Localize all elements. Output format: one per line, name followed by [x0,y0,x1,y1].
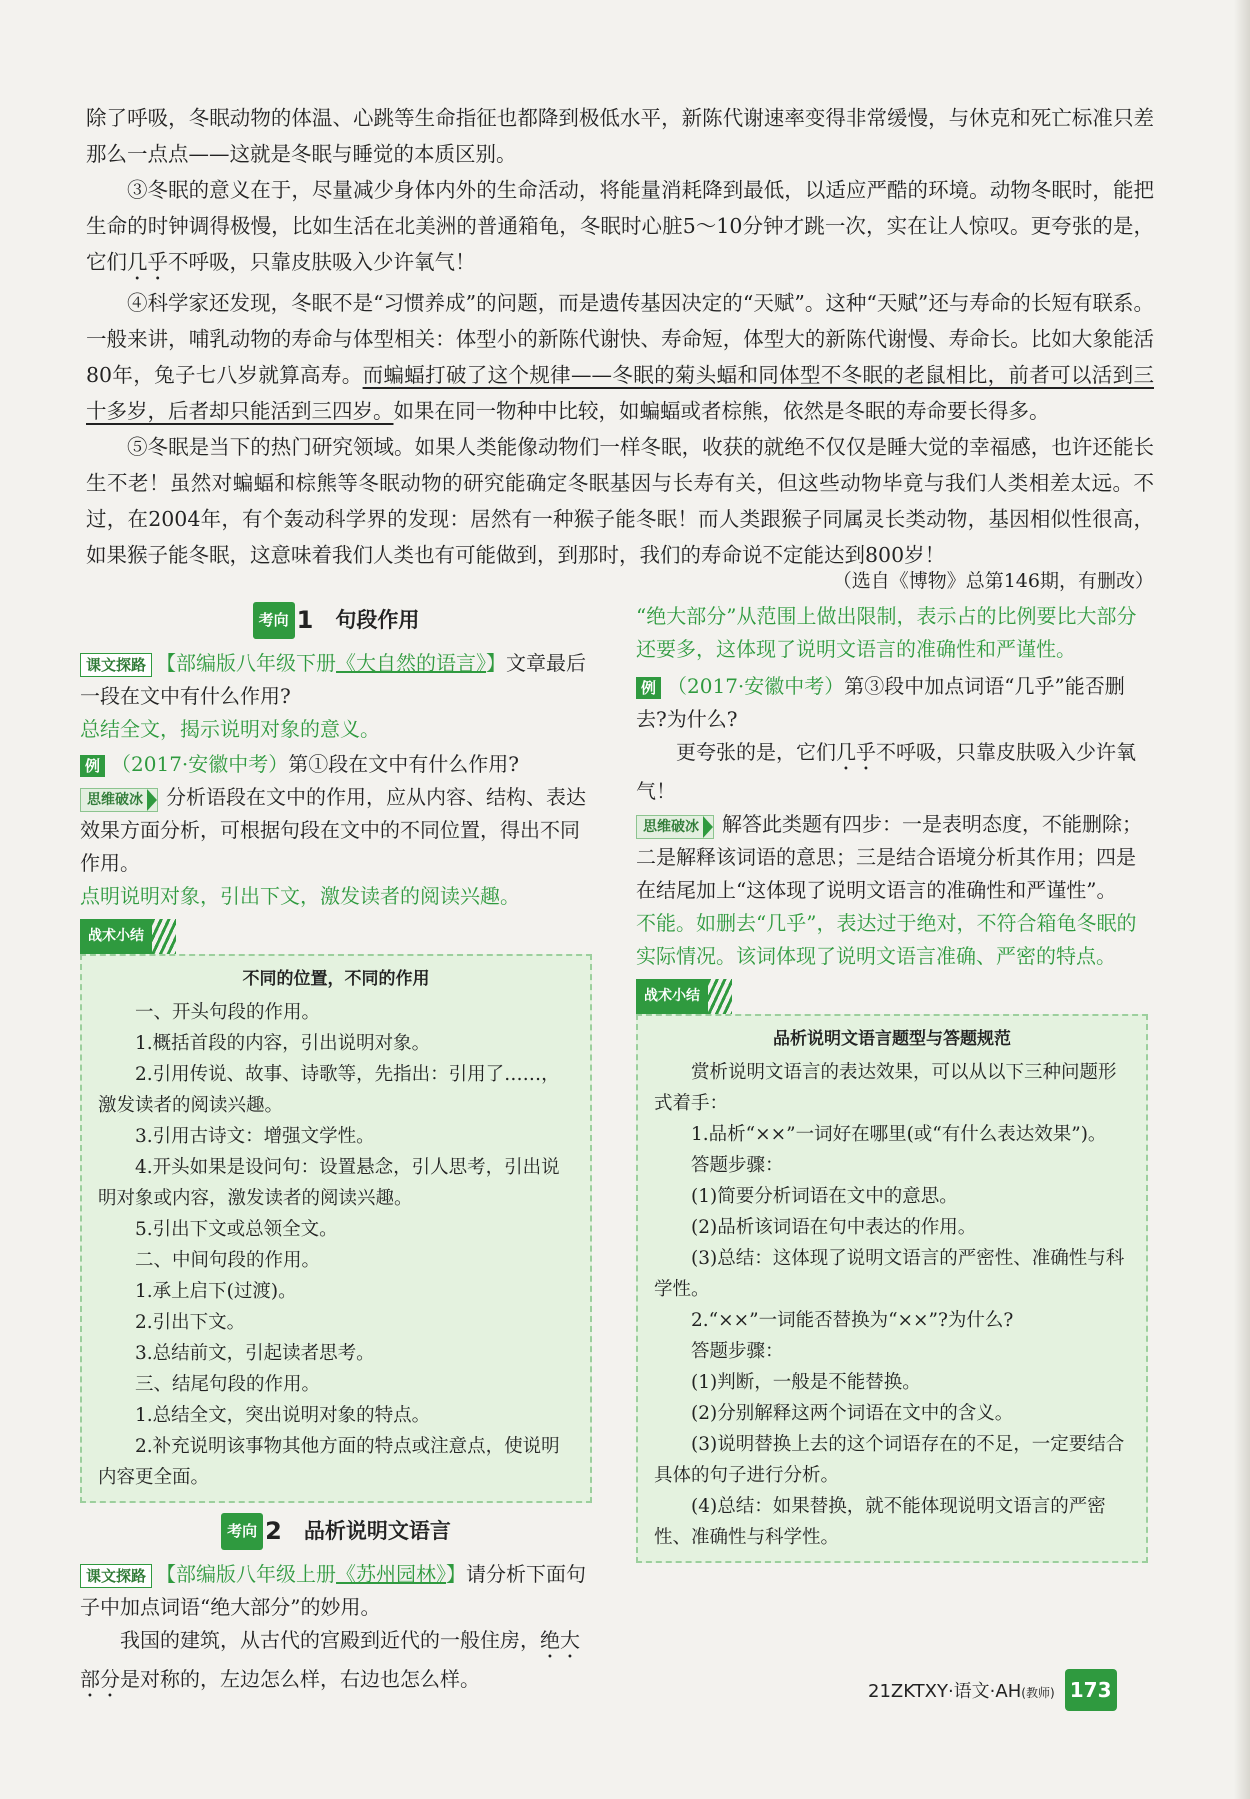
passage-paragraph-3: ③冬眠的意义在于，尽量减少身体内外的生命活动，将能量消耗降到最低，以适应严酷的环境。动物冬眠时，能把生命的时钟调得极慢，比如生活在北美洲的普通箱龟，冬眠时心脏5～10分钟才跳一次，实在让人惊叹。更夸张的是，它们几乎不呼吸，只靠皮肤吸入少许氧气！ [86,178,1154,274]
summary-line: 3.引用古诗文：增强文学性。 [135,1126,375,1147]
passage-paragraph-continued: 除了呼吸，冬眠动物的体温、心跳等生命指征也都降到极低水平，新陈代谢速率变得非常缓慢，与休克和死亡标准只差那么一点点——这就是冬眠与睡觉的本质区别。 [86,106,1154,166]
summary-line: 1.承上启下(过渡)。 [135,1281,297,1302]
example-question-1: 例 （2017·安徽中考）第①段在文中有什么作用? [80,748,592,781]
underlined-sentence: 而蝙蝠打破了这个规律——冬眠的菊头蝠和同体型不冬眠的老鼠相比，前者可以活到三十多岁，后者却只能活到三四岁。 [86,363,1154,423]
topic-number: 1 [296,606,314,634]
textbook-path-tag: 课文探路 [80,1564,152,1588]
summary-line: (1)判断，一般是不能替换。 [691,1372,921,1393]
summary-line: 二、中间句段的作用。 [135,1250,321,1271]
summary-line: (2)品析该词语在句中表达的作用。 [691,1217,977,1238]
textbook-path-tag: 课文探路 [80,653,152,677]
source-citation: （选自《博物》总第146期，有删改） [832,570,1154,592]
reading-passage [86,100,1154,573]
summary-box-2 [636,1014,1148,1563]
summary-line: 1.品析“××”一词好在哪里(或“有什么表达效果”)。 [691,1124,1107,1145]
summary-line: 赏析说明文语言的表达效果，可以从以下三种问题形式着手： [654,1062,1117,1114]
passage-paragraph-5: ⑤冬眠是当下的热门研究领域。如果人类能像动物们一样冬眠，收获的就绝不仅仅是睡大觉的幸福感，也许还能长生不老！虽然对蝙蝠和棕熊等冬眠动物的研究能确定冬眠基因与长寿有关，但这些动物毕竟与我们人类相差太远。不过，在2004年，有个轰动科学界的发现：居然有一种猴子能冬眠！而人类跟猴子同属灵长类动物，基因相似性很高，如果猴子能冬眠，这意味着我们人类也有可能做到，到那时，我们的寿命说不定能达到800岁！ [86,435,1154,567]
thinking-tip-2: 思维破冰 解答此类题有四步：一是表明态度，不能删除；二是解释该词语的意思；三是结合语境分析其作用；四是在结尾加上“这体现了说明文语言的准确性和严谨性”。 [636,812,1142,902]
textbook-answer-1: 总结全文，揭示说明对象的意义。 [80,717,380,741]
textbook-answer-2: “绝大部分”从范围上做出限制，表示占的比例要比大部分还要多，这体现了说明文语言的准确性和严谨性。 [636,604,1137,661]
summary-tag: 战术小结 [636,979,708,1014]
summary-line: 1.总结全文，突出说明对象的特点。 [135,1405,431,1426]
thinking-tag: 思维破冰 [80,788,158,812]
summary-tag: 战术小结 [80,919,152,954]
summary-line: 2.引用传说、故事、诗歌等，先指出：引用了……，激发读者的阅读兴趣。 [98,1064,560,1116]
topic-heading-2 [80,1513,592,1550]
summary-box-title: 不同的位置，不同的作用 [242,969,430,989]
summary-line: 3.总结前文，引起读者思考。 [135,1343,375,1364]
summary-line: (2)分别解释这两个词语在文中的含义。 [691,1403,1014,1424]
summary-line: 1.概括首段的内容，引出说明对象。 [135,1033,431,1054]
summary-line: 三、结尾句段的作用。 [135,1374,321,1395]
example-tag: 例 [636,677,661,699]
summary-line: (3)说明替换上去的这个词语存在的不足，一定要结合具体的句子进行分析。 [654,1434,1125,1486]
topic-heading-1 [80,602,592,639]
textbook-question-2: 课文探路 【部编版八年级上册《苏州园林》】请分析下面句子中加点词语“绝大部分”的妙用。 [80,1562,587,1619]
page-number: 173 [1065,1669,1117,1711]
summary-box-1 [80,954,592,1503]
summary-line: 2.“××”一词能否替换为“××”?为什么? [691,1310,1014,1331]
arrow-icon [703,816,713,838]
quoted-sentence-2: 更夸张的是，它们几乎不呼吸，只靠皮肤吸入少许氧气！ [636,740,1136,803]
arrow-icon [147,789,157,811]
thinking-tip-1: 思维破冰 分析语段在文中的作用，应从内容、结构、表达效果方面分析，可根据句段在文中的不同位置，得出不同作用。 [80,785,586,875]
summary-line: 答题步骤： [691,1155,784,1176]
page-edge-shadow [1234,0,1250,1799]
topic-title: 句段作用 [335,608,420,632]
summary-line: 2.补充说明该事物其他方面的特点或注意点，使说明内容更全面。 [98,1436,560,1488]
topic-tag: 考向 [221,1513,263,1550]
left-column [80,600,592,1702]
example-tag: 例 [80,755,105,777]
example-question-2: 例 （2017·安徽中考）第③段中加点词语“几乎”能否删去?为什么? [636,674,1125,731]
summary-line: 4.开头如果是设问句：设置悬念，引人思考，引出说明对象或内容，激发读者的阅读兴趣。 [98,1157,560,1209]
example-answer-2: 不能。如删去“几乎”，表达过于绝对，不符合箱龟冬眠的实际情况。该词体现了说明文语言准确、严密的特点。 [636,911,1137,968]
topic-number: 2 [265,1517,282,1545]
summary-line: (4)总结：如果替换，就不能体现说明文语言的严密性、准确性与科学性。 [654,1496,1106,1548]
textbook-question-1: 课文探路 【部编版八年级下册《大自然的语言》】文章最后一段在文中有什么作用? [80,651,587,708]
page-footer [868,1669,1117,1711]
thinking-tag: 思维破冰 [636,815,714,839]
summary-line: (3)总结：这体现了说明文语言的严密性、准确性与科学性。 [654,1248,1125,1300]
summary-line: (1)简要分析词语在文中的意思。 [691,1186,958,1207]
example-answer-1: 点明说明对象，引出下文，激发读者的阅读兴趣。 [80,884,520,908]
summary-line: 一、开头句段的作用。 [135,1002,321,1023]
summary-line: 2.引出下文。 [135,1312,246,1333]
right-column [636,600,1148,1563]
topic-tag: 考向 [253,602,295,639]
book-code: 21ZKTXY·语文·AH(教师) [868,1681,1055,1702]
summary-line: 答题步骤： [691,1341,784,1362]
topic-title: 品析说明文语言 [303,1519,451,1543]
quoted-sentence-1: 我国的建筑，从古代的宫殿到近代的一般住房，绝大部分是对称的，左边怎么样，右边也怎么样。 [80,1628,580,1691]
summary-box-title: 品析说明文语言题型与答题规范 [773,1029,1011,1049]
passage-paragraph-4: ④科学家还发现，冬眠不是“习惯养成”的问题，而是遗传基因决定的“天赋”。这种“天赋”还与寿命的长短有联系。一般来讲，哺乳动物的寿命与体型相关：体型小的新陈代谢快、寿命短，体型大的新陈代谢慢、寿命长。比如大象能活80年，兔子七八岁就算高寿。而蝙蝠打破了这个规律——冬眠的菊头蝠和同体型不冬眠的老鼠相比，前者可以活到三十多岁，后者却只能活到三四岁。如果在同一物种中比较，如蝙蝠或者棕熊，依然是冬眠的寿命要长得多。 [86,291,1154,423]
summary-line: 5.引出下文或总领全文。 [135,1219,338,1240]
